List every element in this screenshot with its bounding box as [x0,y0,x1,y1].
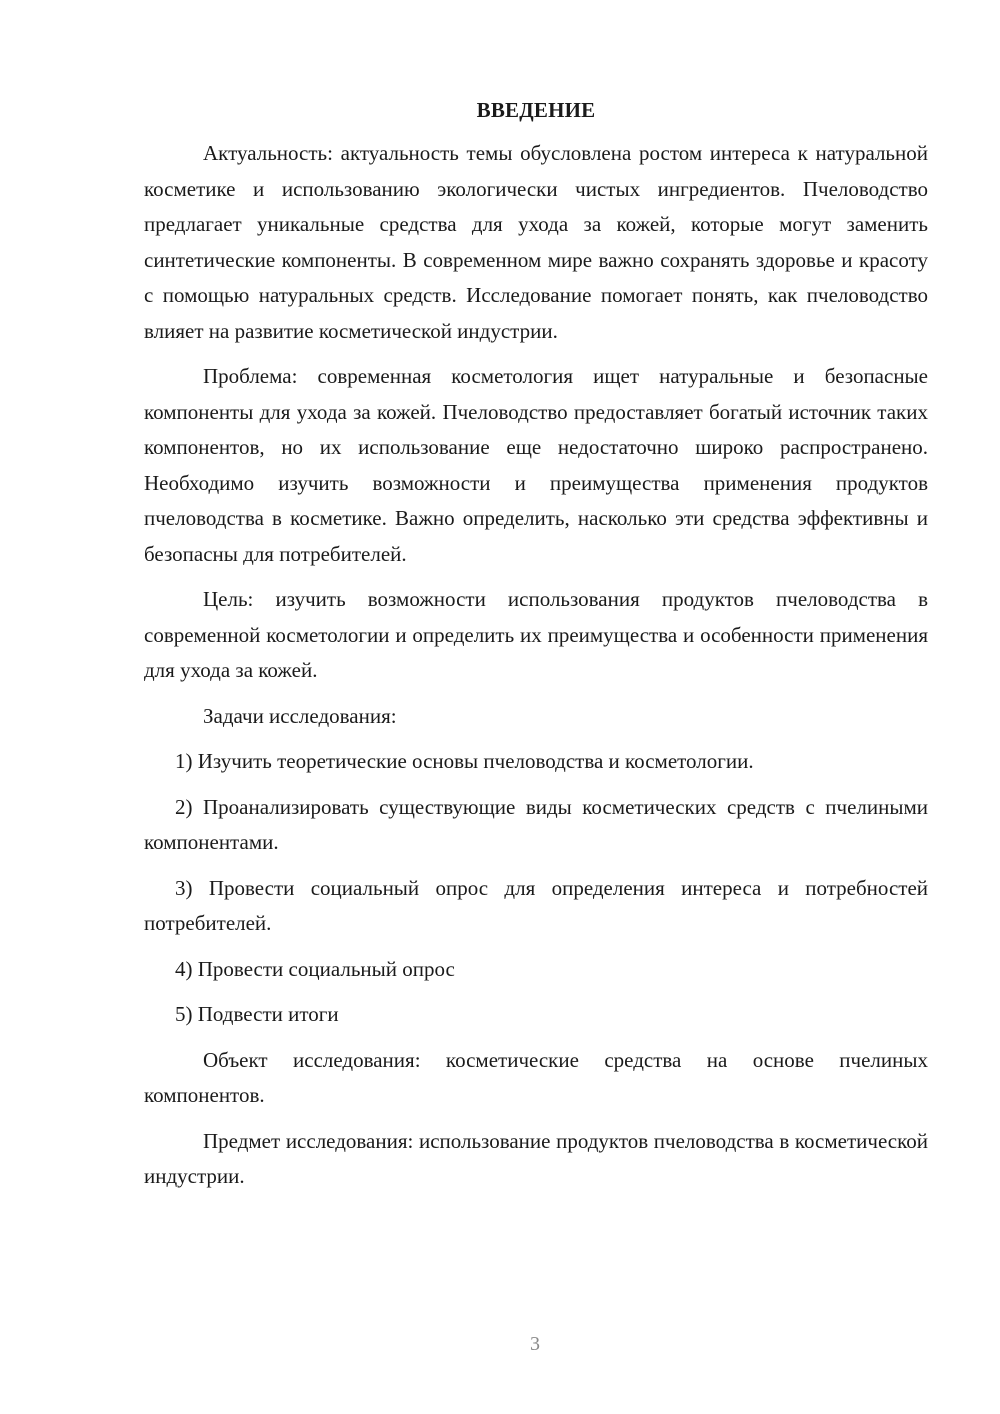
document-page [144,90,928,1205]
task-item: 2) Проанализировать существующие виды косметических средств с пчелиными компонентами. [144,794,928,854]
page-number: 3 [530,1333,540,1355]
paragraph-relevance: Актуальность: актуальность темы обусловлена ростом интереса к натуральной косметике и использованию экологически чистых ингредиентов. Пчеловодство предлагает уникальные средства для ухода за кожей, которые могут заменить синтетические компоненты. В современном мире важно сохранять здоровье и красоту с помощью натуральных средств. Исследование помогает понять, как пчеловодство влияет на развитие косметической индустрии. [144,141,928,343]
paragraph-problem: Проблема: современная косметология ищет натуральные и безопасные компоненты для ухода за кожей. Пчеловодство предоставляет богатый источник таких компонентов, но их использование еще недостаточно широко распространено. Необходимо изучить возможности и преимущества применения продуктов пчеловодства в косметике. Важно определить, насколько эти средства эффективны и безопасны для потребителей. [144,364,928,566]
task-item: 4) Провести социальный опрос [175,956,455,981]
tasks-title: Задачи исследования: [203,703,397,728]
paragraph-subject: Предмет исследования: использование продуктов пчеловодства в косметической индустрии. [144,1128,928,1188]
paragraph-object: Объект исследования: косметические средства на основе пчелиных компонентов. [144,1047,928,1107]
paragraph-goal: Цель: изучить возможности использования продуктов пчеловодства в современной косметологии и определить их преимущества и особенности применения для ухода за кожей. [144,587,928,682]
task-item: 1) Изучить теоретические основы пчеловодства и косметологии. [175,749,754,773]
section-heading: ВВЕДЕНИЕ [476,98,596,122]
tasks-list [144,744,928,1033]
task-item: 3) Провести социальный опрос для определения интереса и потребностей потребителей. [144,875,928,935]
task-item: 5) Подвести итоги [175,1002,339,1026]
